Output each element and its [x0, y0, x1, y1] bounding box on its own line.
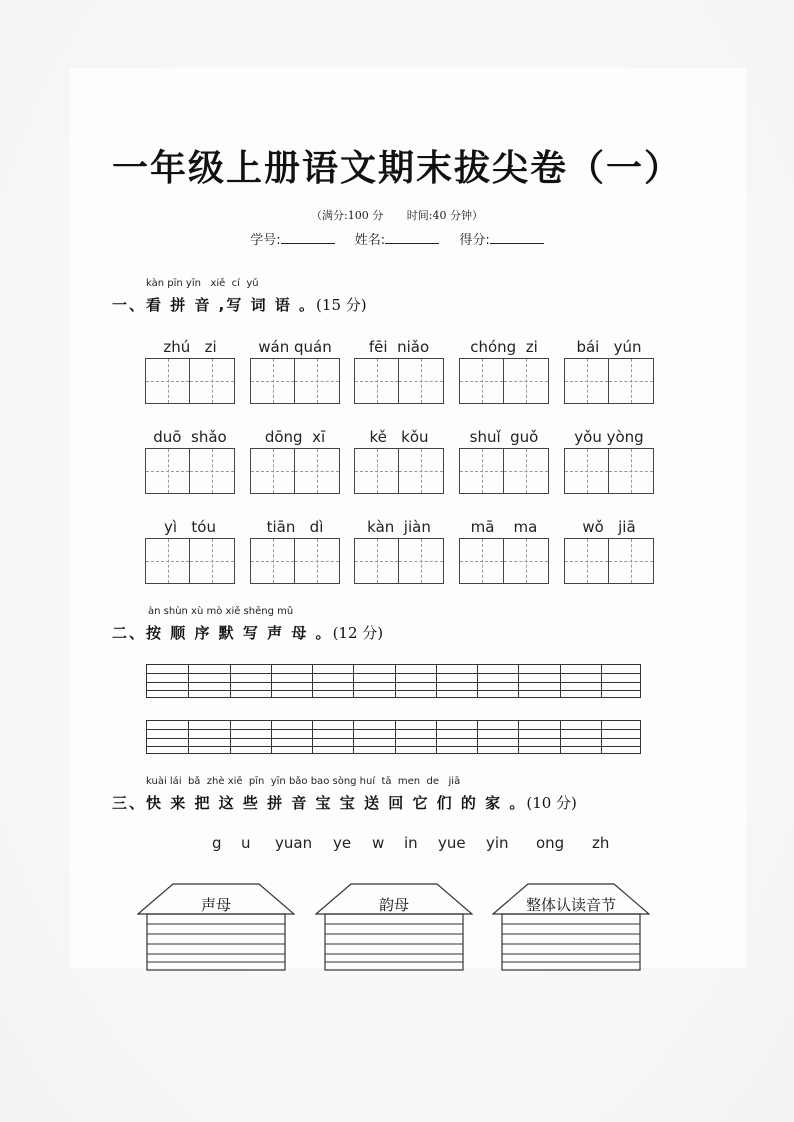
name-field[interactable]	[355, 229, 439, 248]
tianzige-cell[interactable]	[504, 448, 549, 494]
tianzige-boxes	[564, 448, 654, 494]
time-limit-text: 时间:40 分钟）	[406, 209, 483, 222]
tianzige-cell[interactable]	[354, 358, 399, 404]
student-info-fields	[0, 229, 794, 248]
score-field[interactable]	[459, 229, 543, 248]
tianzige-cell[interactable]	[295, 358, 340, 404]
tianzige-cell[interactable]	[250, 538, 295, 584]
tianzige-cell[interactable]	[190, 448, 235, 494]
tianzige-cell[interactable]	[609, 448, 654, 494]
grid-divider	[312, 721, 313, 753]
house-yunmu[interactable]	[315, 882, 473, 972]
section2-pinyin: àn shùn xù mò xiě shēng mǔ	[148, 606, 294, 617]
word-pinyin: chóng zi	[470, 338, 538, 356]
pinyin-letter[interactable]: ong	[536, 834, 565, 852]
tianzige-boxes	[354, 538, 444, 584]
word-pinyin: yǒu yòng	[574, 428, 644, 446]
tianzige-cell[interactable]	[145, 538, 190, 584]
tianzige-cell[interactable]	[295, 448, 340, 494]
word-item	[457, 428, 551, 496]
name-blank[interactable]	[385, 231, 439, 244]
student-number-field[interactable]	[250, 229, 334, 248]
grid-divider	[477, 665, 478, 697]
word-item	[248, 518, 342, 586]
tianzige-boxes	[250, 358, 340, 404]
tianzige-cell[interactable]	[250, 358, 295, 404]
tianzige-cell[interactable]	[354, 538, 399, 584]
word-item	[143, 338, 237, 406]
section2-heading-text: 二、按 顺 序 默 写 声 母 。	[112, 624, 333, 642]
word-pinyin: tiān dì	[266, 518, 324, 536]
tianzige-cell[interactable]	[564, 448, 609, 494]
tianzige-boxes	[564, 538, 654, 584]
tianzige-cell[interactable]	[295, 538, 340, 584]
tianzige-boxes	[459, 448, 549, 494]
word-pinyin: wǒ jiā	[582, 518, 636, 536]
tianzige-cell[interactable]	[145, 358, 190, 404]
grid-divider	[230, 665, 231, 697]
tianzige-cell[interactable]	[564, 358, 609, 404]
section1-pinyin: kàn pīn yīn xiě cí yǔ	[146, 278, 259, 289]
pinyin-letter[interactable]: g	[212, 834, 222, 852]
tianzige-boxes	[354, 448, 444, 494]
word-pinyin: mā ma	[470, 518, 538, 536]
house-shengmu-label: 声母	[200, 896, 231, 914]
grid-divider	[560, 665, 561, 697]
tianzige-cell[interactable]	[459, 358, 504, 404]
word-pinyin: wán quán	[258, 338, 332, 356]
tianzige-boxes	[354, 358, 444, 404]
word-pinyin: yì tóu	[164, 518, 216, 536]
tianzige-cell[interactable]	[504, 358, 549, 404]
tianzige-cell[interactable]	[399, 538, 444, 584]
word-pinyin: shuǐ guǒ	[469, 428, 539, 446]
tianzige-boxes	[250, 448, 340, 494]
grid-divider	[188, 721, 189, 753]
tianzige-cell[interactable]	[190, 538, 235, 584]
section3-heading-text: 三、快 来 把 这 些 拼 音 宝 宝 送 回 它 们 的 家 。	[112, 794, 527, 812]
word-item	[352, 338, 446, 406]
section1-score: (15 分)	[316, 296, 367, 314]
word-item	[143, 428, 237, 496]
word-item	[562, 428, 656, 496]
word-item	[562, 338, 656, 406]
house-zhengti-label: 整体认读音节	[525, 896, 616, 914]
pinyin-letter[interactable]: u	[241, 834, 251, 852]
grid-divider	[560, 721, 561, 753]
house-zhengti[interactable]	[492, 882, 650, 972]
score-blank[interactable]	[490, 231, 544, 244]
name-label: 姓名:	[354, 233, 386, 248]
grid-divider	[518, 721, 519, 753]
word-pinyin: zhú zi	[163, 338, 217, 356]
grid-line	[147, 729, 640, 730]
section3-score: (10 分)	[526, 794, 577, 812]
pinyin-letter[interactable]: yue	[438, 834, 466, 852]
student-number-blank[interactable]	[281, 231, 335, 244]
house-shengmu[interactable]	[137, 882, 295, 972]
grid-divider	[518, 665, 519, 697]
house-yunmu-label: 韵母	[378, 896, 409, 914]
tianzige-cell[interactable]	[459, 538, 504, 584]
grid-divider	[601, 665, 602, 697]
grid-divider	[601, 721, 602, 753]
tianzige-boxes	[250, 538, 340, 584]
word-item	[457, 338, 551, 406]
tianzige-boxes	[145, 448, 235, 494]
word-pinyin: bái yún	[576, 338, 642, 356]
student-number-label: 学号:	[250, 233, 281, 248]
tianzige-cell[interactable]	[354, 448, 399, 494]
grid-divider	[271, 721, 272, 753]
grid-divider	[188, 665, 189, 697]
tianzige-cell[interactable]	[564, 538, 609, 584]
word-item	[248, 338, 342, 406]
grid-line	[147, 673, 640, 674]
grid-divider	[312, 665, 313, 697]
full-score-text: （满分:100 分	[311, 209, 384, 222]
section1-heading	[112, 294, 367, 315]
word-pinyin: kě kǒu	[369, 428, 429, 446]
pinyin-letter[interactable]: w	[372, 834, 385, 852]
grid-line	[147, 738, 640, 739]
word-item	[457, 518, 551, 586]
grid-divider	[271, 665, 272, 697]
pinyin-letter[interactable]: yuan	[275, 834, 313, 852]
tianzige-cell[interactable]	[145, 448, 190, 494]
word-item	[352, 518, 446, 586]
tianzige-cell[interactable]	[190, 358, 235, 404]
grid-divider	[353, 665, 354, 697]
word-pinyin: duō shǎo	[153, 428, 227, 446]
four-line-grid-2[interactable]	[146, 720, 641, 754]
tianzige-boxes	[564, 358, 654, 404]
grid-line	[147, 746, 640, 747]
tianzige-cell[interactable]	[399, 358, 444, 404]
tianzige-cell[interactable]	[250, 448, 295, 494]
grid-divider	[230, 721, 231, 753]
tianzige-boxes	[145, 538, 235, 584]
tianzige-cell[interactable]	[609, 538, 654, 584]
word-item	[248, 428, 342, 496]
grid-divider	[395, 665, 396, 697]
word-pinyin: fēi niǎo	[368, 338, 430, 356]
exam-info	[0, 207, 794, 223]
section1-heading-text: 一、看 拼 音 ,写 词 语 。	[112, 296, 317, 314]
grid-divider	[395, 721, 396, 753]
grid-divider	[353, 721, 354, 753]
tianzige-cell[interactable]	[459, 448, 504, 494]
tianzige-boxes	[459, 538, 549, 584]
tianzige-cell[interactable]	[504, 538, 549, 584]
grid-divider	[436, 721, 437, 753]
tianzige-cell[interactable]	[399, 448, 444, 494]
word-pinyin: kàn jiàn	[367, 518, 431, 536]
word-item	[562, 518, 656, 586]
word-item	[143, 518, 237, 586]
pinyin-letter[interactable]: yin	[486, 834, 509, 852]
pinyin-letter[interactable]: zh	[592, 834, 610, 852]
score-label: 得分:	[459, 233, 490, 248]
tianzige-boxes	[145, 358, 235, 404]
grid-divider	[436, 665, 437, 697]
tianzige-boxes	[459, 358, 549, 404]
word-item	[352, 428, 446, 496]
section3-pinyin: kuài lái bǎ zhè xiē pīn yīn bǎo bao sòng huí tā men de jiā	[146, 776, 461, 787]
section2-score: (12 分)	[332, 624, 384, 642]
pinyin-letter[interactable]: in	[404, 834, 418, 852]
pinyin-letter[interactable]: ye	[333, 834, 352, 852]
grid-line	[147, 682, 640, 683]
grid-line	[147, 690, 640, 691]
grid-divider	[477, 721, 478, 753]
page-title: 一年级上册语文期末拔尖卷（一）	[111, 147, 682, 189]
word-pinyin: dōng xī	[264, 428, 326, 446]
section2-heading	[112, 622, 383, 643]
section3-heading	[112, 792, 577, 813]
four-line-grid-1[interactable]	[146, 664, 641, 698]
tianzige-cell[interactable]	[609, 358, 654, 404]
